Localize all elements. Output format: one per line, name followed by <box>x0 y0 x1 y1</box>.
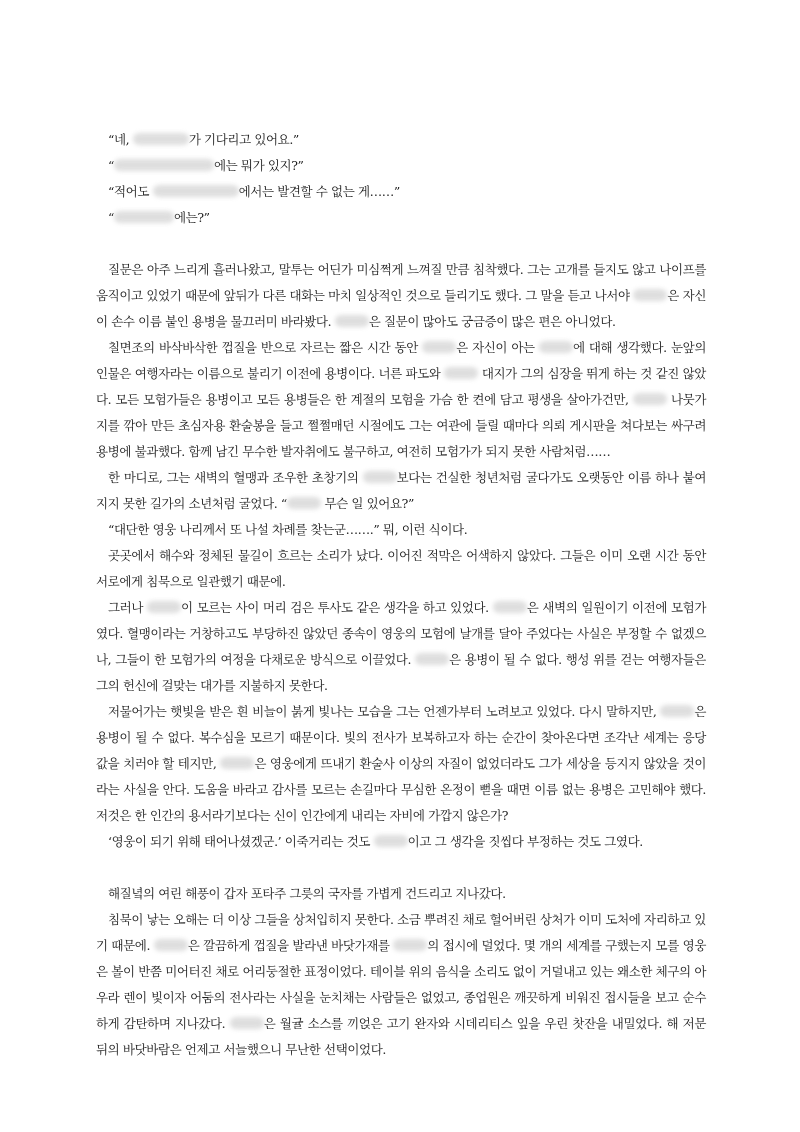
dialogue-block <box>96 127 706 231</box>
redacted-name <box>114 211 174 223</box>
redacted-name <box>444 367 478 379</box>
redacted-name <box>422 341 456 353</box>
redacted-name <box>539 341 573 353</box>
section-2 <box>96 881 706 1063</box>
redacted-name <box>415 653 449 665</box>
paragraph: “대단한 영웅 나리께서 또 나설 차례를 찾는군…….” 뭐, 이런 식이다. <box>108 522 468 537</box>
dialogue-line-3: “적어도 에서는 발견할 수 없는 게……” <box>108 184 400 199</box>
redacted-name <box>363 471 397 483</box>
redacted-name <box>147 601 181 613</box>
paragraph: 침묵이 낳는 오해는 더 이상 그들을 상처입히지 못한다. 소금 뿌려진 채로 헐어버린 상처가 이미 도처에 자리하고 있기 때문에. 은 깔끔하게 껍질을 발라낸 바닷가재를 의 접시에 덜었다. 몇 개의 세계를 구했는지 모를 영웅은 볼이 반쯤 미어터진 채로 어리둥절한 표정이었다. 테이블 위의 음식을 소리도 없이 거덜내고 있는 왜소한 체구의 아우라 렌이 빛이자 어둠의 전사라는 사실을 눈치채는 사람들은 없었고, 종업원은 깨끗하게 비워진 접시들을 보고 순수하게 감탄하며 지나갔다. 은 월귤 소스를 끼얹은 고기 완자와 시데리티스 잎을 우린 찻잔을 내밀었다. 해 저문 뒤의 바닷바람은 언제고 서늘했으니 무난한 선택이었다. <box>96 912 707 1057</box>
redacted-name <box>220 757 254 769</box>
redacted-name <box>393 939 427 951</box>
redacted-name <box>133 133 189 145</box>
redacted-name <box>154 939 188 951</box>
section-break <box>96 855 706 881</box>
redacted-name <box>633 289 667 301</box>
paragraph: 저물어가는 햇빛을 받은 흰 비늘이 붉게 빛나는 모습을 그는 언젠가부터 노려보고 있었다. 다시 말하지만, 은 용병이 될 수 없다. 복수심을 모르기 때문이다. 빛의 전사가 보복하고자 하는 순간이 찾아온다면 조각난 세계는 응당 값을 치러야 할 테지만, 은 영웅에게 뜨내기 환술사 이상의 자질이 없었더라도 그가 세상을 등지지 않았을 것이라는 사실을 안다. 도움을 바라고 감사를 모르는 손길마다 무심한 온정이 뻗을 때면 이름 없는 용병은 고민해야 했다. 저것은 한 인간의 용서라기보다는 신이 인간에게 내리는 자비에 가깝지 않은가? <box>96 704 706 823</box>
paragraph: ‘영웅이 되기 위해 태어나셨겠군.’ 이죽거리는 것도 이고 그 생각을 짓씹다 부정하는 것도 그였다. <box>108 834 643 849</box>
section-1 <box>96 257 706 855</box>
redacted-name <box>230 1017 264 1029</box>
redacted-name <box>335 315 369 327</box>
paragraph: 그러나 이 모르는 사이 머리 검은 투사도 같은 생각을 하고 있었다. 은 새벽의 일원이기 이전에 모험가였다. 혈맹이라는 거창하고도 부당하진 않았던 종속이 영웅의 모험에 날개를 달아 주었다는 사실은 부정할 수 없겠으나, 그들이 한 모험가의 여정을 다채로운 방식으로 이끌었다. 은 용병이 될 수 없다. 행성 위를 걷는 여행자들은 그의 헌신에 걸맞는 대가를 지불하지 못한다. <box>96 600 707 693</box>
paragraph: 해질녘의 여린 해풍이 갑자 포타주 그릇의 국자를 가볍게 건드리고 지나갔다. <box>108 886 506 901</box>
story-page <box>96 127 706 1063</box>
paragraph: 칠면조의 바삭바삭한 껍질을 반으로 자르는 짧은 시간 동안 은 자신이 아는 에 대해 생각했다. 눈앞의 인물은 여행자라는 이름으로 불리기 이전에 용병이다. 너른 파도와 대지가 그의 심장을 뛰게 하는 것 같진 않았다. 모든 모험가들은 용병이고 모든 용병들은 한 계절의 모험을 가슴 한 켠에 담고 평생을 살아가건만, 나뭇가지를 깎아 만든 초심자용 환술봉을 들고 쩔쩔매던 시절에도 그는 여관에 들릴 때마다 의뢰 게시판을 쳐다보는 싸구려 용병에 불과했다. 함께 남긴 무수한 발자취에도 불구하고, 여전히 모험가가 되지 못한 사람처럼…… <box>96 340 707 459</box>
redacted-name <box>660 705 694 717</box>
section-break <box>96 231 706 257</box>
redacted-name <box>287 497 321 509</box>
dialogue-line-1: “네, 가 기다리고 있어요.” <box>108 132 299 147</box>
redacted-name <box>114 159 214 171</box>
redacted-name <box>153 185 239 197</box>
dialogue-line-4: “ 에는?” <box>108 210 210 225</box>
paragraph: 한 마디로, 그는 새벽의 혈맹과 조우한 초창기의 보다는 건실한 청년처럼 굴다가도 오랫동안 이름 하나 붙여지지 못한 길가의 소년처럼 굴었다. “ 무슨 일 있어요?” <box>96 470 706 511</box>
redacted-name <box>374 835 408 847</box>
redacted-name <box>633 393 667 405</box>
redacted-name <box>493 601 527 613</box>
paragraph: 곳곳에서 해수와 정체된 물길이 흐르는 소리가 났다. 이어진 적막은 어색하지 않았다. 그들은 이미 오랜 시간 동안 서로에게 침묵으로 일관했기 때문에. <box>96 548 706 589</box>
paragraph: 질문은 아주 느리게 흘러나왔고, 말투는 어딘가 미심쩍게 느껴질 만큼 침착했다. 그는 고개를 들지도 않고 나이프를 움직이고 있었기 때문에 앞뒤가 다른 대화는 마치 일상적인 것으로 들리기도 했다. 그 말을 듣고 나서야 은 자신이 손수 이름 붙인 용병을 물끄러미 바라봤다. 은 질문이 많아도 궁금증이 많은 편은 아니었다. <box>96 262 706 329</box>
dialogue-line-2: “ 에는 뭐가 있지?” <box>108 158 304 173</box>
